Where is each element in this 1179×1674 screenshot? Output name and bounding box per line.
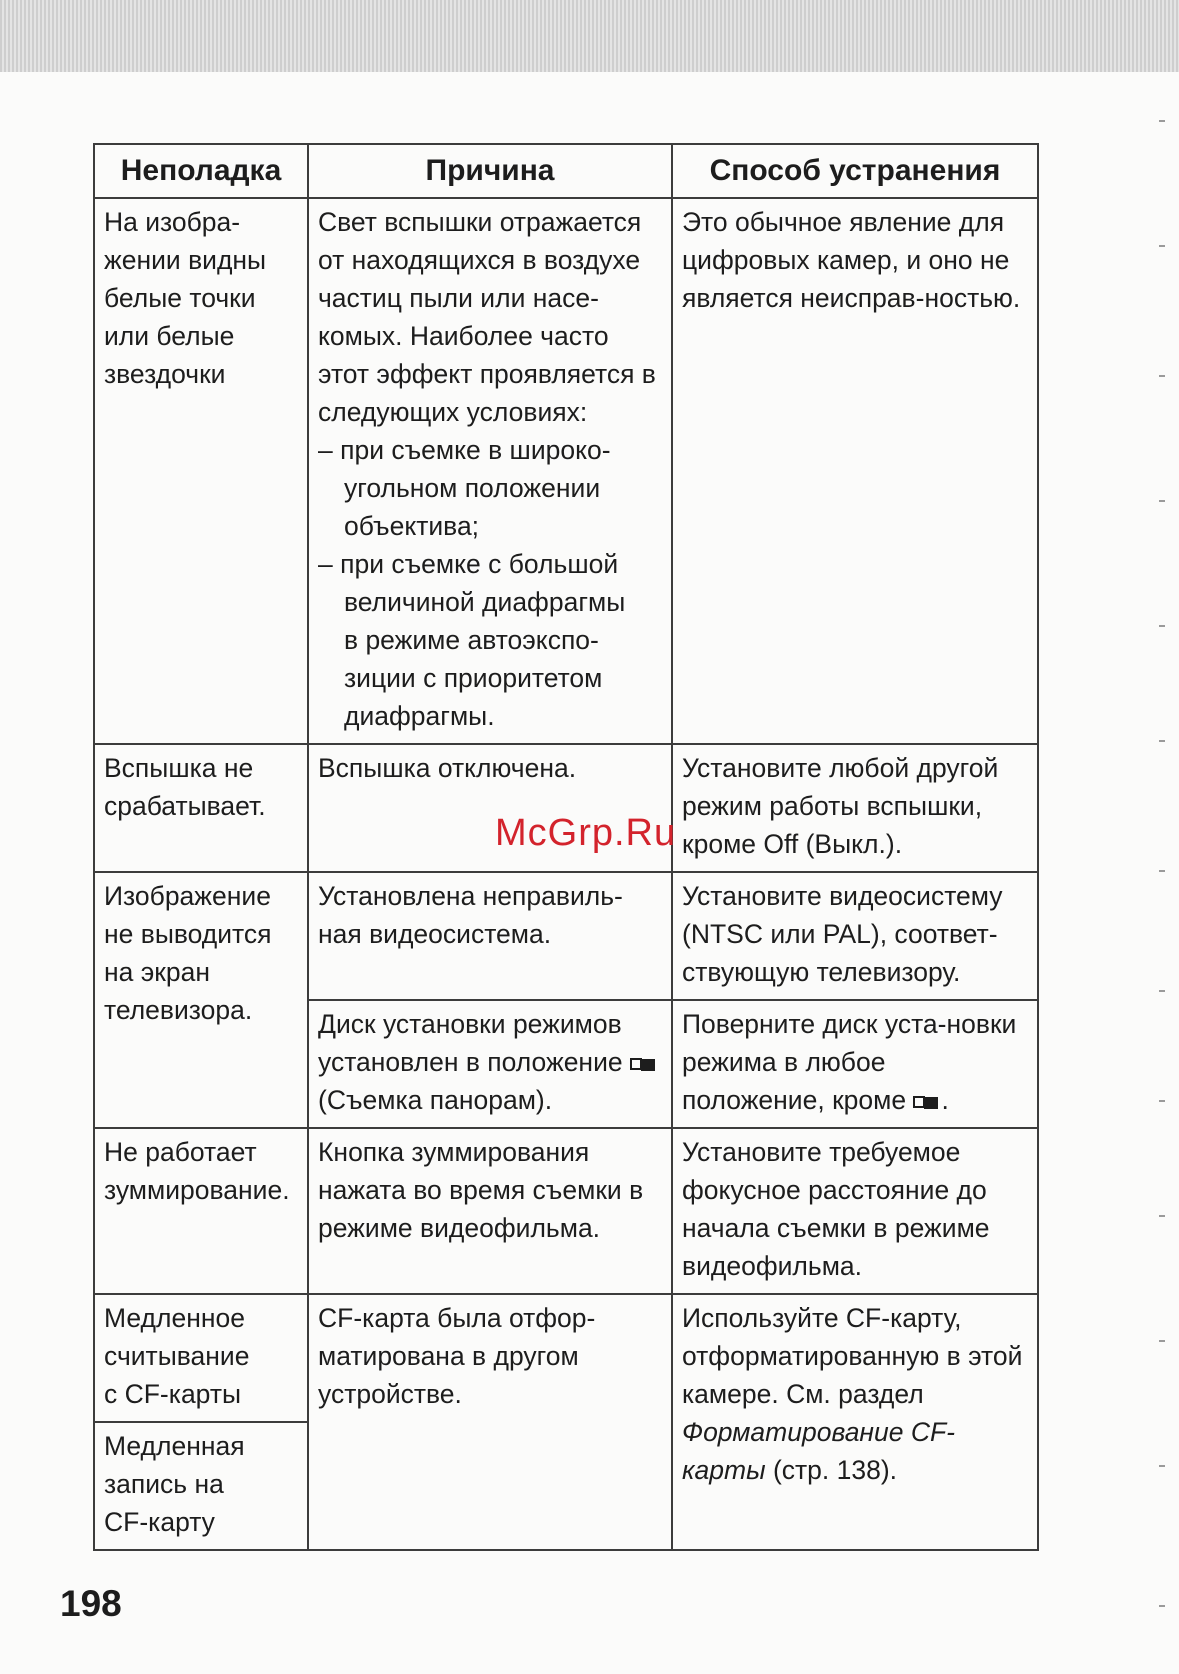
problem-text: Вспышка не срабатывает. — [104, 753, 266, 821]
column-header-cause: Причина — [308, 144, 672, 198]
remedy-text: Это обычное явление для цифровых камер, и оно не является неисправ-ностью. — [682, 207, 1021, 313]
problem-text: Не работает зуммирование. — [104, 1137, 290, 1205]
cause-cell — [308, 872, 672, 1000]
scan-top-band — [0, 0, 1179, 72]
remedy-reference-italic: Форматирование CF-карты — [682, 1417, 955, 1485]
problem-text: Изображение не выводится на экран телевизора. — [104, 881, 272, 1025]
table-row — [94, 1128, 1038, 1294]
remedy-text: Используйте CF-карту, отформатированную в этой камере. См. раздел — [682, 1303, 1023, 1409]
cause-list-item: – при съемке в широко- угольном положении объектива; — [318, 435, 611, 541]
panorama-mode-icon — [913, 1094, 939, 1110]
remedy-cell — [672, 1128, 1038, 1294]
problem-text: На изобра- жении видны белые точки или белые звездочки — [104, 207, 267, 389]
problem-cell — [94, 1128, 308, 1294]
remedy-text-suffix: (стр. 138). — [772, 1455, 898, 1485]
cause-text: Диск установки режимов установлен в положение — [318, 1009, 623, 1077]
table-row — [94, 872, 1038, 1000]
remedy-text: Установите требуемое фокусное расстояние до начала съемки в режиме видеофильма. — [682, 1137, 990, 1281]
cause-list-item: – при съемке с большой величиной диафрагмы в режиме автоэкспо- зиции с приоритетом диафрагмы. — [318, 549, 626, 731]
cause-text: Свет вспышки отражается от находящихся в воздухе частиц пыли или насе-комых. Наиболее часто этот эффект проявляется в следующих условиях: — [318, 207, 656, 427]
problem-cell — [94, 872, 308, 1128]
problem-cell — [94, 1422, 308, 1550]
remedy-text-suffix: . — [941, 1085, 949, 1115]
cause-text: Вспышка отключена. — [318, 753, 577, 783]
remedy-cell — [672, 1294, 1038, 1550]
table-row — [94, 198, 1038, 744]
column-header-remedy: Способ устранения — [672, 144, 1038, 198]
problem-text: Медленное считывание с CF-карты — [104, 1303, 250, 1409]
cause-cell — [308, 1128, 672, 1294]
table-header-row — [94, 144, 1038, 198]
cause-cell — [308, 198, 672, 744]
problem-text: Медленная запись на CF-карту — [104, 1431, 245, 1537]
page-number: 198 — [60, 1583, 122, 1624]
remedy-text: Установите видеосистему (NTSC или PAL), соответ-ствующую телевизору. — [682, 881, 1003, 987]
column-header-problem: Неполадка — [94, 144, 308, 198]
remedy-text: Поверните диск уста-новки режима в любое положение, кроме — [682, 1009, 1017, 1115]
remedy-cell — [672, 1000, 1038, 1128]
table-row — [94, 1294, 1038, 1422]
remedy-cell — [672, 872, 1038, 1000]
cause-cell — [308, 1000, 672, 1128]
panorama-mode-icon — [630, 1056, 656, 1072]
problem-cell — [94, 744, 308, 872]
remedy-cell — [672, 744, 1038, 872]
remedy-cell — [672, 198, 1038, 744]
cause-text: Установлена неправиль-ная видеосистема. — [318, 881, 623, 949]
cause-cell — [308, 1294, 672, 1550]
scan-margin-marks — [1139, 80, 1179, 1640]
problem-cell — [94, 1294, 308, 1422]
cause-text: CF-карта была отфор-матирована в другом устройстве. — [318, 1303, 596, 1409]
watermark: McGrp.Ru — [495, 812, 677, 854]
cause-text-suffix: (Съемка панорам). — [318, 1085, 553, 1115]
problem-cell — [94, 198, 308, 744]
cause-text: Кнопка зуммирования нажата во время съемки в режиме видеофильма. — [318, 1137, 644, 1243]
remedy-text: Установите любой другой режим работы вспышки, кроме Off (Выкл.). — [682, 753, 999, 859]
